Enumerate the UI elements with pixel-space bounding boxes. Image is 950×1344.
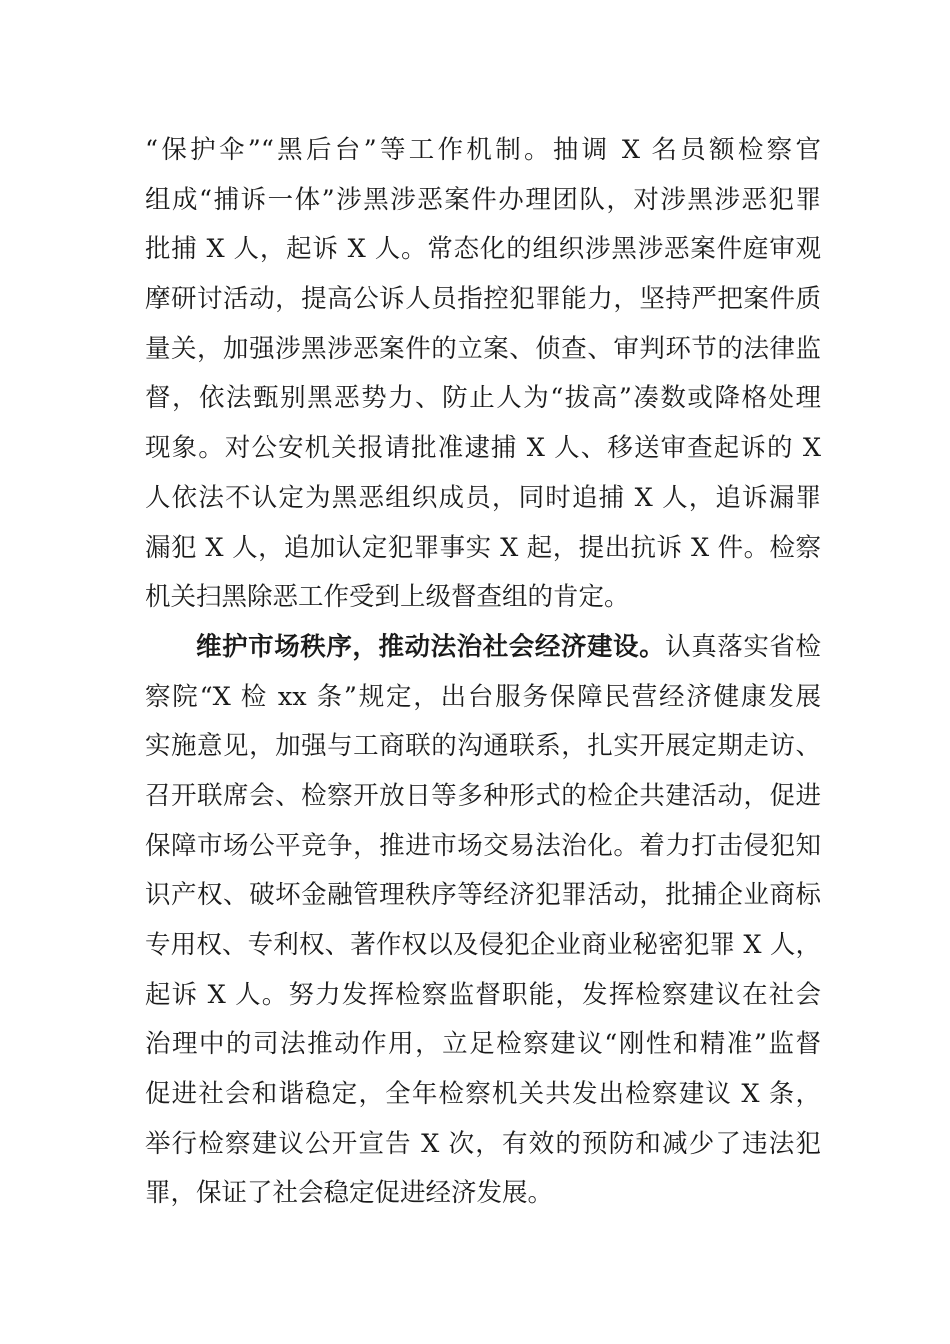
paragraph-heading-rest: 认真落实省检 bbox=[665, 631, 821, 662]
text-line: 摩研讨活动，提高公诉人员指控犯罪能力，坚持严把案件质 bbox=[145, 284, 821, 315]
paragraph-2 bbox=[145, 623, 821, 1219]
text-line: 批捕 X 人，起诉 X 人。常态化的组织涉黑涉恶案件庭审观 bbox=[145, 234, 821, 265]
text-line: 漏犯 X 人，追加认定犯罪事实 X 起，提出抗诉 X 件。检察 bbox=[145, 532, 821, 563]
text-line: 组成“捕诉一体”涉黑涉恶案件办理团队，对涉黑涉恶犯罪 bbox=[145, 184, 821, 215]
text-line: “保护伞”“黑后台”等工作机制。抽调 X 名员额检察官 bbox=[145, 135, 821, 165]
text-line: 举行检察建议公开宣告 X 次，有效的预防和减少了违法犯 bbox=[145, 1128, 821, 1159]
text-line: 专用权、专利权、著作权以及侵犯企业商业秘密犯罪 X 人， bbox=[145, 930, 821, 960]
document-body bbox=[145, 126, 821, 1219]
text-line: 督，依法甄别黑恶势力、防止人为“拔高”凑数或降格处理 bbox=[145, 383, 821, 414]
text-line: 罪，保证了社会稳定促进经济发展。 bbox=[145, 1178, 554, 1209]
text-line: 召开联席会、检察开放日等多种形式的检企共建活动，促进 bbox=[145, 780, 821, 811]
text-line: 实施意见，加强与工商联的沟通联系，扎实开展定期走访、 bbox=[145, 731, 821, 762]
text-line: 识产权、破坏金融管理秩序等经济犯罪活动，批捕企业商标 bbox=[145, 880, 821, 911]
text-line: 机关扫黑除恶工作受到上级督查组的肯定。 bbox=[145, 582, 630, 613]
paragraph-1 bbox=[145, 126, 821, 623]
text-line: 促进社会和谐稳定，全年检察机关共发出检察建议 X 条， bbox=[145, 1079, 821, 1110]
text-line: 人依法不认定为黑恶组织成员，同时追捕 X 人，追诉漏罪 bbox=[145, 482, 821, 513]
text-line: 现象。对公安机关报请批准逮捕 X 人、移送审查起诉的 X bbox=[145, 433, 821, 464]
text-line: 治理中的司法推动作用，立足检察建议“刚性和精准”监督 bbox=[145, 1029, 821, 1060]
text-line: 起诉 X 人。努力发挥检察监督职能，发挥检察建议在社会 bbox=[145, 979, 821, 1010]
text-line: 量关，加强涉黑涉恶案件的立案、侦查、审判环节的法律监 bbox=[145, 333, 821, 364]
text-line: 察院“X 检 xx 条”规定，出台服务保障民营经济健康发展 bbox=[145, 681, 821, 712]
paragraph-heading: 维护市场秩序，推动法治社会经济建设。 bbox=[196, 631, 666, 662]
text-line bbox=[145, 623, 821, 673]
text-line: 保障市场公平竞争，推进市场交易法治化。着力打击侵犯知 bbox=[145, 830, 821, 861]
